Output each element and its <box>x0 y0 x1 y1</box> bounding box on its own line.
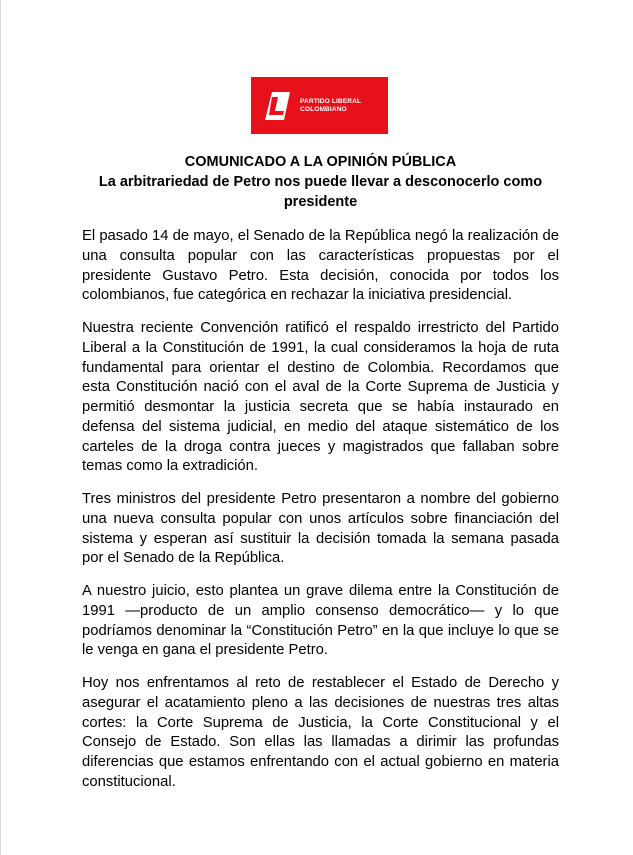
party-logo-line2: COLOMBIANO <box>300 105 347 113</box>
paragraph: A nuestro juicio, esto plantea un grave dilema entre la Constitución de 1991 —producto de un amplio consenso democrático— y lo que podríamos denominar la “Constitución Petro” en la que incluye lo que se le venga en gana el presidente Petro. <box>82 583 559 659</box>
document-body <box>82 227 559 806</box>
paragraph: Hoy nos enfrentamos al reto de restablecer el Estado de Derecho y asegurar el acatamiento pleno a las decisiones de nuestras tres altas cortes: la Corte Suprema de Justicia, la Corte Constitucional y el Consejo de Estado. Son ellas las llamadas a dirimir las profundas diferencias que estamos enfrentando con el actual gobierno en materia constitucional. <box>82 675 559 790</box>
party-logo-mark-icon <box>262 91 294 121</box>
party-logo-text <box>300 98 361 114</box>
paragraph: Nuestra reciente Convención ratificó el respaldo irrestricto del Partido Liberal a la Constitución de 1991, la cual consideramos la hoja de ruta fundamental para orientar el destino de Colombia. Recordamos que esta Constitución nació con el aval de la Corte Suprema de Justicia y permitió desmontar la justicia secreta que se había instaurado en defensa del sistema judicial, en medio del ataque sistemático de los carteles de la droga contra jueces y magistrados que fallaban sobre temas como la extradición. <box>82 320 559 475</box>
party-logo-line1: PARTIDO LIBERAL <box>300 97 362 105</box>
document-title: COMUNICADO A LA OPINIÓN PÚBLICA <box>184 154 457 170</box>
paragraph: El pasado 14 de mayo, el Senado de la República negó la realización de una consulta popular con las características propuestas por el presidente Gustavo Petro. Esta decisión, conocida por todos los colombianos, fue categórica en rechazar la iniciativa presidencial. <box>82 228 559 304</box>
paragraph: Tres ministros del presidente Petro presentaron a nombre del gobierno una nueva consulta popular con unos artículos sobre financiación del sistema y esperan así sustituir la decisión tomada la semana pasada por el Senado de la República. <box>82 491 559 567</box>
document-header <box>82 152 559 212</box>
party-logo <box>251 77 388 134</box>
page-edge-divider <box>0 0 1 855</box>
document-subtitle: La arbitrariedad de Petro nos puede llevar a desconocerlo como presidente <box>98 174 543 210</box>
